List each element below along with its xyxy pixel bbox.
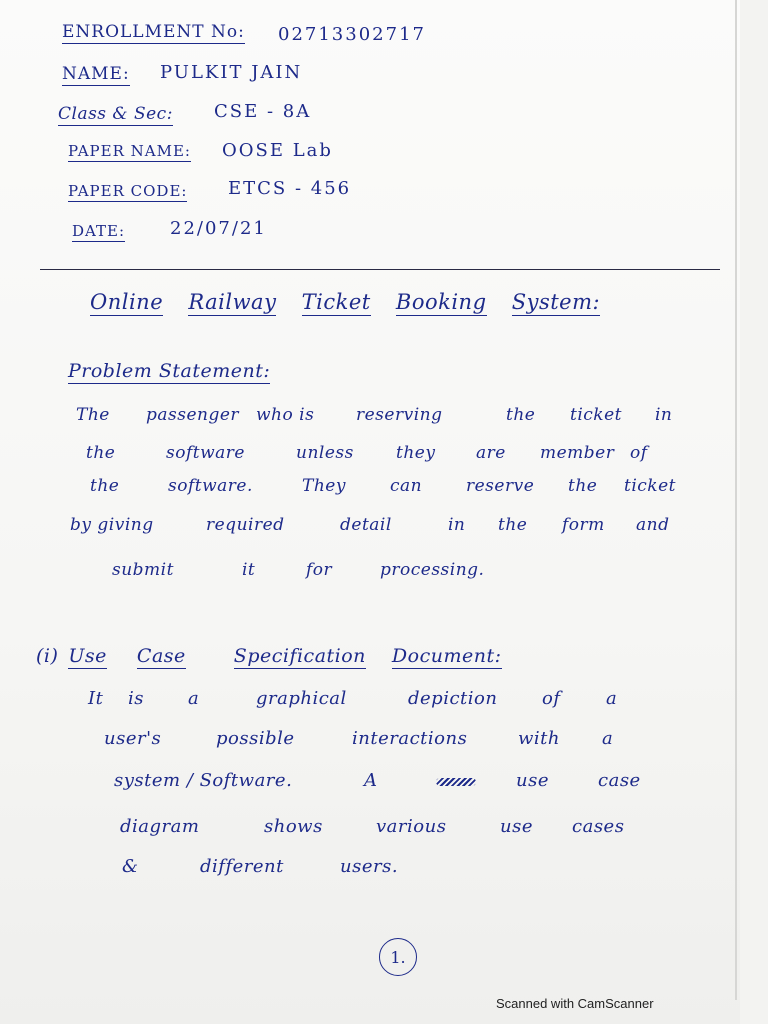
document-title (90, 290, 618, 314)
title-word: Ticket (301, 290, 371, 314)
word: the (90, 476, 120, 496)
use-case-line-1 (88, 688, 617, 709)
class-label: Class & Sec: (58, 104, 173, 124)
word: software. (168, 476, 253, 496)
title-word: Railway (188, 290, 277, 314)
use-case-line-4 (120, 816, 624, 837)
heading-word: Specification (233, 645, 366, 667)
section-number: (i) (36, 645, 59, 667)
enrollment-value: 02713302717 (278, 24, 426, 45)
word: software (166, 443, 245, 463)
problem-statement-heading: Problem Statement: (68, 360, 271, 382)
word: They (302, 476, 346, 496)
word: unless (296, 443, 354, 463)
word: ticket (570, 405, 622, 425)
word: for (306, 560, 333, 580)
enrollment-label: ENROLLMENT No: (62, 22, 245, 42)
paper-name-value: OOSE Lab (222, 140, 333, 161)
problem-line-3 (90, 476, 676, 496)
word: different (200, 856, 284, 877)
heading-word: Document: (391, 645, 502, 667)
page-number: 1. (379, 938, 417, 976)
title-word: System: (511, 290, 601, 314)
word: users. (340, 856, 399, 877)
problem-line-4 (70, 515, 669, 535)
word: of (542, 688, 561, 709)
word: user's (104, 728, 162, 749)
word: form (562, 515, 605, 535)
word: system / Software. (114, 770, 293, 791)
word: and (636, 515, 670, 535)
date-label: DATE: (72, 222, 126, 240)
paper-code-value: ETCS - 456 (228, 178, 352, 199)
word: possible (216, 728, 295, 749)
word: ticket (624, 476, 676, 496)
paper-name-label: PAPER NAME: (68, 142, 191, 160)
word: A (364, 770, 378, 791)
word: use (516, 770, 549, 791)
word: The (76, 405, 110, 425)
word: the (498, 515, 528, 535)
word: shows (264, 816, 323, 837)
word: processing. (380, 560, 485, 580)
word: is (128, 688, 144, 709)
problem-line-1 (76, 405, 672, 425)
name-value: PULKIT JAIN (160, 62, 303, 83)
word: a (188, 688, 200, 709)
word: a (602, 728, 614, 749)
word: & (122, 856, 139, 877)
paper-code-label: PAPER CODE: (68, 182, 188, 200)
word: can (390, 476, 423, 496)
word: the (506, 405, 536, 425)
word: required (206, 515, 285, 535)
title-word: Online (90, 290, 164, 314)
problem-line-5 (112, 560, 484, 580)
use-case-line-2 (104, 728, 613, 749)
heading-word: Case (136, 645, 186, 667)
problem-line-2 (86, 443, 648, 463)
name-label: NAME: (62, 64, 130, 84)
word: detail (340, 515, 392, 535)
word: they (396, 443, 436, 463)
word: member (540, 443, 615, 463)
word: graphical (256, 688, 347, 709)
use-case-line-5 (122, 856, 398, 877)
word: various (376, 816, 447, 837)
word: the (568, 476, 598, 496)
word: by giving (70, 515, 154, 535)
scanner-watermark: Scanned with CamScanner (496, 996, 654, 1011)
word: it (242, 560, 256, 580)
word: cases (572, 816, 625, 837)
word: use (500, 816, 533, 837)
date-value: 22/07/21 (170, 218, 267, 239)
title-word: Booking (395, 290, 487, 314)
word: who is (256, 405, 315, 425)
heading-word: Use (68, 645, 107, 667)
word: in (448, 515, 466, 535)
divider-line (40, 269, 720, 270)
page-edge (735, 0, 737, 1000)
word: submit (112, 560, 174, 580)
word: the (86, 443, 116, 463)
word: It (88, 688, 104, 709)
word: of (630, 443, 648, 463)
word: diagram (120, 816, 200, 837)
word: passenger (146, 405, 240, 425)
class-value: CSE - 8A (214, 101, 312, 122)
word: in (655, 405, 673, 425)
use-case-line-3 (114, 770, 641, 791)
word: with (518, 728, 560, 749)
word: a (606, 688, 618, 709)
word: reserve (466, 476, 535, 496)
word: interactions (352, 728, 468, 749)
word: depiction (408, 688, 498, 709)
use-case-heading (36, 645, 502, 669)
word: case (598, 770, 641, 791)
strikethrough-scribble (436, 770, 516, 791)
word: are (476, 443, 506, 463)
word: reserving (356, 405, 443, 425)
